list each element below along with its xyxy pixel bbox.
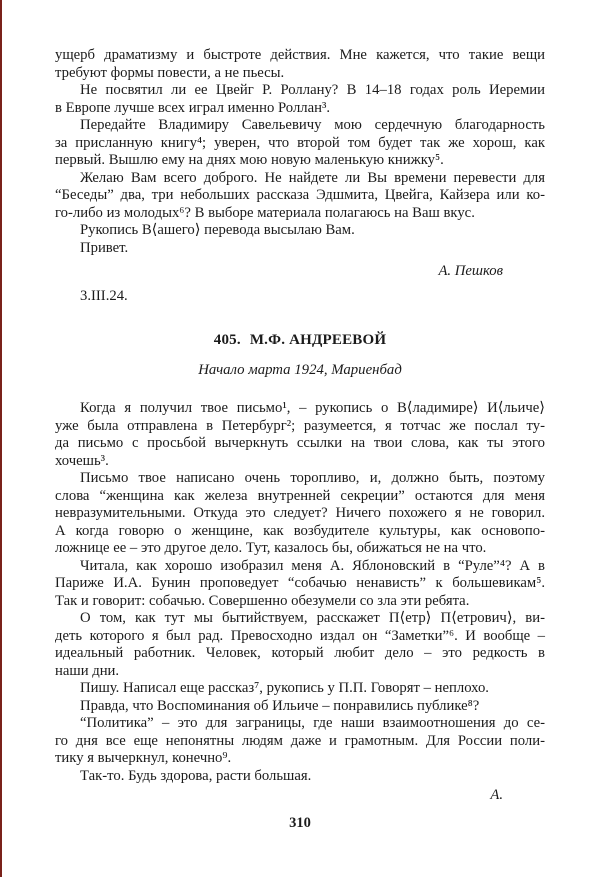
paragraph bbox=[55, 170, 545, 223]
text-line: первый. Вышлю ему на днях мою новую маленькую книжку⁵. bbox=[55, 152, 444, 168]
text-line: за присланную книгу⁴; уверен, что второй том будет так же хорош, как bbox=[55, 134, 545, 151]
text-line: Письмо твое написано очень торопливо, и, должно быть, поэтому bbox=[80, 470, 545, 486]
text-line: А когда говорю о женщине, как возбудителе культуры, как основопо- bbox=[55, 522, 545, 539]
text-line: Желаю Вам всего доброго. Не найдете ли Вы времени перевести для bbox=[80, 169, 545, 186]
paragraph bbox=[55, 768, 545, 786]
paragraph bbox=[55, 470, 545, 558]
text-line: Париже И.А. Бунин проповедует “собачью ненависть” к большевикам⁵. bbox=[55, 575, 545, 591]
text-line: Передайте Владимиру Савельевичу мою сердечную благодарность bbox=[80, 117, 545, 133]
paragraph bbox=[55, 680, 545, 698]
page-edge-line bbox=[0, 0, 2, 877]
paragraph bbox=[55, 400, 545, 470]
paragraph bbox=[55, 222, 545, 240]
text-line: уже была отправлена в Петербург²; разумеется, я тотчас же послал ту- bbox=[55, 417, 545, 434]
text-line: Привет. bbox=[80, 239, 129, 256]
letter-404-signature: А. Пешков bbox=[438, 263, 503, 279]
paragraph bbox=[55, 240, 545, 258]
text-line: ложнице ее – это другое дело. Тут, казалось бы, обижаться не на что. bbox=[55, 540, 487, 556]
paragraph bbox=[55, 47, 545, 82]
text-line: “Политика” – это для заграницы, где наши взаимоотношения до се- bbox=[80, 715, 545, 731]
text-line: Так и говорит: собачью. Совершенно обезумели со зла эти ребята. bbox=[55, 592, 470, 609]
paragraph bbox=[55, 610, 545, 680]
text-line: слова “женщина как железа внутренней секреции” остаются для меня bbox=[55, 487, 545, 504]
paragraph bbox=[55, 715, 545, 768]
text-line: в Европе лучше всех играл именно Роллан³. bbox=[55, 99, 331, 116]
text-line: го-либо из молодых⁶? В выборе материала полагаюсь на Ваш вкус. bbox=[55, 204, 475, 221]
text-line: Пишу. Написал еще рассказ⁷, рукопись у П.П. Говорят – неплохо. bbox=[80, 680, 489, 696]
text-line: “Беседы” два, три небольших рассказа Эдшмита, Цвейга, Кайзера или ко- bbox=[55, 187, 545, 203]
letter-addressee: М.Ф. АНДРЕЕВОЙ bbox=[249, 332, 387, 348]
letter-405-signature: А. bbox=[490, 787, 503, 803]
text-line: наши дни. bbox=[55, 662, 120, 679]
text-line: Не посвятил ли ее Цвейг Р. Роллану? В 14–18 годах роль Иеремии bbox=[80, 82, 545, 98]
text-line: Правда, что Воспоминания об Ильиче – понравились публике⁸? bbox=[80, 697, 480, 714]
text-line: требуют формы повести, а не пьесы. bbox=[55, 64, 285, 81]
letter-405 bbox=[55, 332, 545, 805]
letter-405-body bbox=[55, 400, 545, 785]
letter-404-body bbox=[55, 47, 545, 257]
text-line: хочешь³. bbox=[55, 452, 109, 469]
page-content bbox=[55, 47, 545, 832]
text-line: да письмо с просьбой вычеркнуть ссылки на твои слова, как ты этого bbox=[55, 435, 545, 451]
text-line: идеальный работник. Человек, который любит дело – это редкость в bbox=[55, 645, 545, 661]
letter-405-heading bbox=[55, 332, 545, 350]
text-line: Когда я получил твое письмо¹, – рукопись о В⟨ладимире⟩ И⟨льиче⟩ bbox=[80, 400, 545, 416]
text-line: ущерб драматизму и быстроте действия. Мне кажется, что такие вещи bbox=[55, 47, 545, 63]
paragraph bbox=[55, 82, 545, 117]
text-line: Так-то. Будь здорова, расти большая. bbox=[80, 767, 312, 784]
letter-404-end bbox=[55, 47, 545, 305]
text-line: невразумительными. Откуда это следует? Ничего похожего я не говорил. bbox=[55, 505, 545, 521]
page-number: 310 bbox=[289, 814, 311, 831]
letter-404-date: 3.III.24. bbox=[80, 287, 128, 304]
text-line: Рукопись В⟨ашего⟩ перевода высылаю Вам. bbox=[80, 222, 355, 238]
text-line: Читала, как хорошо изобразил меня А. Яблоновский в “Руле”⁴? А в bbox=[80, 557, 545, 574]
text-line: го дня все еще непонятны людям даже и грамотным. Для России поли- bbox=[55, 732, 545, 749]
paragraph bbox=[55, 117, 545, 170]
letter-405-dateline: Начало марта 1924, Мариенбад bbox=[198, 361, 402, 378]
letter-number: 405. bbox=[213, 332, 241, 348]
text-line: О том, как тут мы бытийствуем, расскажет П⟨етр⟩ П⟨етрович⟩, ви- bbox=[80, 610, 545, 626]
text-line: деть которого я был рад. Превосходно издал он “Заметки”⁶. И вообще – bbox=[55, 627, 545, 644]
text-line: тику я вычеркнул, конечно⁹. bbox=[55, 750, 232, 766]
paragraph bbox=[55, 558, 545, 611]
paragraph bbox=[55, 698, 545, 716]
